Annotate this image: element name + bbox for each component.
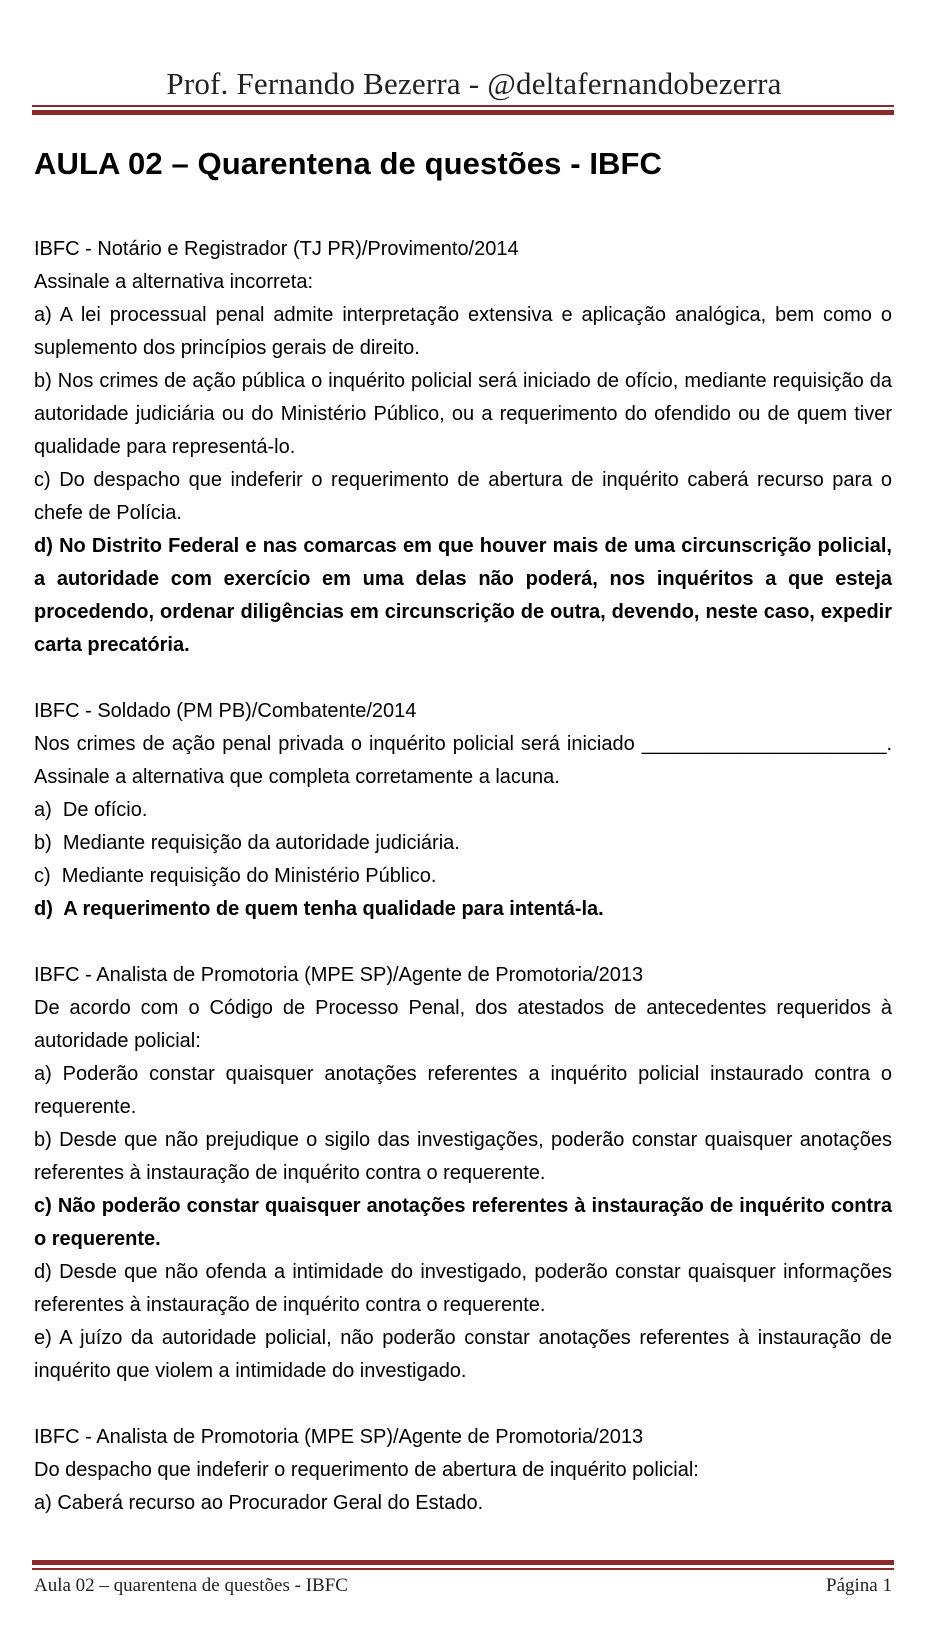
option-d-correct: d) No Distrito Federal e nas comarcas em que houver mais de uma circunscrição policial, a autoridade com exercício em uma delas não poderá, nos inquéritos a que esteja procedendo, ordenar diligências em circunscrição de outra, devendo, neste caso, expedir carta precatória. — [34, 535, 892, 656]
question-source: IBFC - Notário e Registrador (TJ PR)/Provimento/2014 — [34, 238, 519, 260]
question-prompt: Assinale a alternativa incorreta: — [34, 271, 314, 293]
document-body — [34, 233, 892, 1520]
question-4 — [34, 1421, 892, 1520]
option-d: d) Desde que não ofenda a intimidade do investigado, poderão constar quaisquer informações referentes à instauração de inquérito contra o requerente. — [34, 1261, 892, 1316]
footer-rule — [32, 1560, 894, 1570]
option-e: e) A juízo da autoridade policial, não poderão constar anotações referentes à instauração de inquérito que violem a intimidade do investigado. — [34, 1327, 892, 1382]
option-a: a) De ofício. — [34, 799, 148, 821]
option-c: c) Mediante requisição do Ministério Público. — [34, 865, 437, 887]
option-b: b) Mediante requisição da autoridade judiciária. — [34, 832, 460, 854]
option-a: a) Caberá recurso ao Procurador Geral do Estado. — [34, 1492, 484, 1514]
question-1 — [34, 233, 892, 662]
option-a: a) Poderão constar quaisquer anotações referentes a inquérito policial instaurado contra o requerente. — [34, 1063, 892, 1118]
page-number: Página 1 — [826, 1575, 892, 1596]
question-prompt: De acordo com o Código de Processo Penal, dos atestados de antecedentes requeridos à autoridade policial: — [34, 997, 892, 1052]
option-c: c) Do despacho que indeferir o requerimento de abertura de inquérito caberá recurso para o chefe de Polícia. — [34, 469, 892, 524]
option-d-correct: d) A requerimento de quem tenha qualidade para intentá-la. — [34, 898, 604, 920]
option-b: b) Desde que não prejudique o sigilo das investigações, poderão constar quaisquer anotações referentes à instauração de inquérito contra o requerente. — [34, 1129, 892, 1184]
question-2 — [34, 695, 892, 926]
question-source: IBFC - Soldado (PM PB)/Combatente/2014 — [34, 700, 417, 722]
option-a: a) A lei processual penal admite interpretação extensiva e aplicação analógica, bem como o suplemento dos princípios gerais de direito. — [34, 304, 892, 359]
page-header: Prof. Fernando Bezerra - @deltafernandobezerra — [166, 66, 782, 101]
question-prompt: Do despacho que indeferir o requerimento de abertura de inquérito policial: — [34, 1459, 699, 1481]
question-source: IBFC - Analista de Promotoria (MPE SP)/Agente de Promotoria/2013 — [34, 964, 644, 986]
option-b: b) Nos crimes de ação pública o inquérito policial será iniciado de ofício, mediante requisição da autoridade judiciária ou do Ministério Público, ou a requerimento do ofendido ou de quem tiver qualidade para representá-lo. — [34, 370, 892, 458]
option-c-correct: c) Não poderão constar quaisquer anotações referentes à instauração de inquérito contra o requerente. — [34, 1195, 892, 1250]
footer-title: Aula 02 – quarentena de questões - IBFC — [34, 1575, 348, 1596]
question-source: IBFC - Analista de Promotoria (MPE SP)/Agente de Promotoria/2013 — [34, 1426, 644, 1448]
question-prompt: Nos crimes de ação penal privada o inquérito policial será iniciado ______________________. Assinale a alternativa que completa corretamente a lacuna. — [34, 733, 892, 788]
page-title: AULA 02 – Quarentena de questões - IBFC — [34, 146, 663, 181]
question-3 — [34, 959, 892, 1388]
header-rule — [32, 105, 894, 115]
